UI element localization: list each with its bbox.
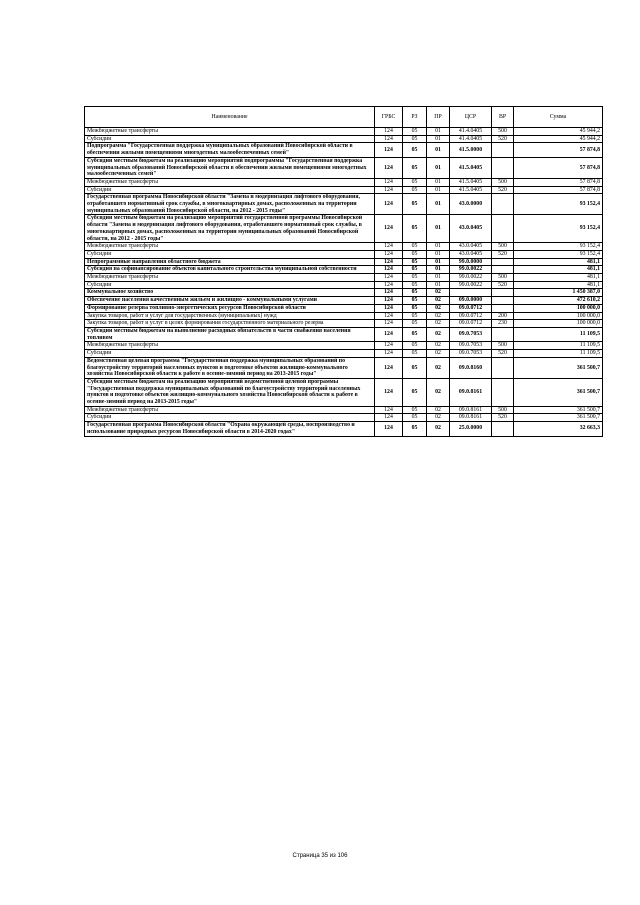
cell-sum: 93 152,4 — [514, 250, 603, 258]
cell-rz: 05 — [403, 289, 427, 297]
header-rz: РЗ — [403, 107, 427, 128]
cell-csr: 43.0.0405 — [450, 243, 492, 251]
cell-sum: 11 109,5 — [514, 350, 603, 358]
cell-sum: 481,1 — [514, 258, 603, 266]
cell-csr: 41.5.0405 — [450, 186, 492, 194]
cell-rz: 05 — [403, 135, 427, 143]
cell-name: Субсидии — [85, 135, 375, 143]
cell-sum: 57 874,8 — [514, 186, 603, 194]
cell-grbs: 124 — [375, 250, 403, 258]
cell-pr: 01 — [427, 186, 450, 194]
cell-grbs: 124 — [375, 266, 403, 274]
cell-vr — [492, 378, 514, 406]
cell-grbs: 124 — [375, 194, 403, 215]
table-header-row — [85, 107, 603, 128]
cell-vr — [492, 422, 514, 436]
cell-csr: 09.0.0000 — [450, 297, 492, 305]
cell-csr: 99.0.0022 — [450, 281, 492, 289]
cell-csr: 43.0.0000 — [450, 194, 492, 215]
cell-pr: 01 — [427, 215, 450, 243]
cell-rz: 05 — [403, 406, 427, 414]
cell-vr — [492, 215, 514, 243]
cell-pr: 02 — [427, 289, 450, 297]
cell-pr: 02 — [427, 350, 450, 358]
cell-csr: 43.0.0405 — [450, 215, 492, 243]
cell-rz: 05 — [403, 266, 427, 274]
cell-grbs: 124 — [375, 186, 403, 194]
cell-pr: 02 — [427, 297, 450, 305]
cell-sum: 361 500,7 — [514, 414, 603, 422]
table-row — [85, 143, 603, 157]
cell-name: Субсидии — [85, 186, 375, 194]
header-name: Наименование — [85, 107, 375, 128]
cell-vr — [492, 304, 514, 312]
cell-rz: 05 — [403, 250, 427, 258]
cell-sum: 472 610,2 — [514, 297, 603, 305]
cell-csr: 41.5.0405 — [450, 157, 492, 178]
cell-name: Межбюджетные трансферты — [85, 243, 375, 251]
cell-sum: 361 500,7 — [514, 406, 603, 414]
cell-csr: 41.5.0000 — [450, 143, 492, 157]
cell-rz: 05 — [403, 274, 427, 282]
cell-grbs: 124 — [375, 357, 403, 378]
cell-vr: 200 — [492, 312, 514, 320]
cell-rz: 05 — [403, 258, 427, 266]
table-row — [85, 266, 603, 274]
cell-grbs: 124 — [375, 327, 403, 341]
cell-pr: 02 — [427, 320, 450, 328]
cell-pr: 02 — [427, 406, 450, 414]
cell-csr: 09.0.8160 — [450, 357, 492, 378]
cell-sum: 361 500,7 — [514, 378, 603, 406]
cell-rz: 05 — [403, 243, 427, 251]
cell-grbs: 124 — [375, 135, 403, 143]
cell-sum: 45 944,2 — [514, 128, 603, 136]
cell-grbs: 124 — [375, 243, 403, 251]
cell-csr: 99.0.0000 — [450, 258, 492, 266]
cell-vr — [492, 297, 514, 305]
table-row — [85, 350, 603, 358]
cell-sum: 100 000,0 — [514, 312, 603, 320]
cell-grbs: 124 — [375, 281, 403, 289]
cell-csr: 09.0.8161 — [450, 414, 492, 422]
table-row — [85, 186, 603, 194]
cell-sum: 45 944,2 — [514, 135, 603, 143]
table-row — [85, 135, 603, 143]
cell-csr: 09.0.8161 — [450, 406, 492, 414]
table-row — [85, 258, 603, 266]
cell-name: Закупка товаров, работ и услуг для государственных (муниципальных) нужд — [85, 312, 375, 320]
cell-csr: 41.4.0405 — [450, 135, 492, 143]
table-row — [85, 243, 603, 251]
cell-pr: 01 — [427, 258, 450, 266]
cell-sum: 57 874,8 — [514, 143, 603, 157]
cell-name: Непрограммные направления областного бюджета — [85, 258, 375, 266]
header-csr: ЦСР — [450, 107, 492, 128]
cell-sum: 93 152,4 — [514, 215, 603, 243]
table-row — [85, 297, 603, 305]
cell-grbs: 124 — [375, 414, 403, 422]
table-row — [85, 215, 603, 243]
cell-sum: 93 152,4 — [514, 243, 603, 251]
cell-pr: 01 — [427, 157, 450, 178]
cell-rz: 05 — [403, 128, 427, 136]
cell-sum: 481,1 — [514, 266, 603, 274]
cell-name: Ведомственная целевая программа "Государственная поддержка муниципальных образований по благоустройству территорий населенных пунктов и подготовке объектов жилищно-коммунального хозяйства Новосибирской области к работе в осенне-зимний период на 2013-2015 годы" — [85, 357, 375, 378]
cell-csr: 09.0.0712 — [450, 304, 492, 312]
table-row — [85, 128, 603, 136]
cell-rz: 05 — [403, 186, 427, 194]
cell-grbs: 124 — [375, 128, 403, 136]
cell-rz: 05 — [403, 297, 427, 305]
cell-pr: 02 — [427, 304, 450, 312]
cell-csr: 99.0.0022 — [450, 266, 492, 274]
table-row — [85, 312, 603, 320]
cell-name: Межбюджетные трансферты — [85, 128, 375, 136]
cell-sum: 11 109,5 — [514, 327, 603, 341]
cell-vr — [492, 143, 514, 157]
cell-grbs: 124 — [375, 258, 403, 266]
cell-rz: 05 — [403, 312, 427, 320]
cell-name: Межбюджетные трансферты — [85, 178, 375, 186]
table-row — [85, 378, 603, 406]
cell-csr: 09.0.8161 — [450, 378, 492, 406]
cell-vr: 520 — [492, 186, 514, 194]
cell-name: Субсидии местным бюджетам на реализацию мероприятий ведомственной целевой программы "Государственная поддержка муниципальных образований по благоустройству территорий населенных пунктов и подготовке объектов жилищно-коммунального хозяйства Новосибирской области к работе в осенне-зимний период на 2013-2015 годы" — [85, 378, 375, 406]
cell-grbs: 124 — [375, 178, 403, 186]
cell-name: Субсидии местным бюджетам на реализацию мероприятий государственной программы Новосибирской области "Замена и модернизация лифтового оборудования, отработавшего нормативный срок службы, в многоквартирных домах, расположенных на территории муниципальных образований Новосибирской области, на 2012 - 2015 годы" — [85, 215, 375, 243]
cell-sum: 57 874,8 — [514, 157, 603, 178]
cell-name: Подпрограмма "Государственная поддержка муниципальных образований Новосибирской области в обеспечении жилыми помещениями многодетных малообеспеченных семей" — [85, 143, 375, 157]
cell-rz: 05 — [403, 194, 427, 215]
cell-vr: 500 — [492, 274, 514, 282]
cell-rz: 05 — [403, 327, 427, 341]
cell-vr — [492, 357, 514, 378]
cell-name: Субсидии — [85, 281, 375, 289]
cell-csr: 43.0.0405 — [450, 250, 492, 258]
cell-csr: 09.0.7053 — [450, 327, 492, 341]
cell-vr: 500 — [492, 406, 514, 414]
cell-csr: 09.0.0712 — [450, 312, 492, 320]
cell-grbs: 124 — [375, 320, 403, 328]
table-row — [85, 281, 603, 289]
table-row — [85, 194, 603, 215]
cell-pr: 02 — [427, 312, 450, 320]
cell-name: Межбюджетные трансферты — [85, 274, 375, 282]
header-vr: ВР — [492, 107, 514, 128]
cell-grbs: 124 — [375, 274, 403, 282]
budget-table — [84, 106, 603, 437]
cell-name: Закупка товаров, работ и услуг в целях формирования государственного материального резерва — [85, 320, 375, 328]
cell-name: Государственная программа Новосибирской области "Замена и модернизация лифтового оборудования, отработавшего нормативный срок службы, в многоквартирных домах, расположенных на территории муниципальных образований Новосибирской области, на 2012 - 2015 годы" — [85, 194, 375, 215]
cell-grbs: 124 — [375, 342, 403, 350]
header-sum: Сумма — [514, 107, 603, 128]
cell-rz: 05 — [403, 414, 427, 422]
cell-pr: 01 — [427, 194, 450, 215]
cell-sum: 1 450 387,0 — [514, 289, 603, 297]
cell-rz: 05 — [403, 350, 427, 358]
cell-pr: 02 — [427, 327, 450, 341]
cell-pr: 02 — [427, 378, 450, 406]
cell-vr — [492, 266, 514, 274]
cell-vr: 520 — [492, 414, 514, 422]
cell-pr: 01 — [427, 178, 450, 186]
cell-csr: 09.0.7053 — [450, 342, 492, 350]
page-number: Страница 35 из 106 — [292, 853, 348, 859]
cell-name: Обеспечение населения качественным жильем и жилищно - коммунальными услугами — [85, 297, 375, 305]
table-row — [85, 422, 603, 436]
cell-name: Субсидии местным бюджетам на реализацию мероприятий подпрограммы "Государственная поддержка муниципальных образований Новосибирской области в обеспечении жилыми помещениями многодетных малообеспеченных семей" — [85, 157, 375, 178]
cell-pr: 01 — [427, 243, 450, 251]
cell-name: Субсидии — [85, 414, 375, 422]
cell-rz: 05 — [403, 320, 427, 328]
cell-pr: 01 — [427, 128, 450, 136]
cell-rz: 05 — [403, 281, 427, 289]
table-row — [85, 406, 603, 414]
cell-sum: 11 109,5 — [514, 342, 603, 350]
cell-grbs: 124 — [375, 143, 403, 157]
cell-csr — [450, 289, 492, 297]
cell-name: Государственная программа Новосибирской области "Охрана окружающей среды, воспроизводство и использование природных ресурсов Новосибирской области в 2014-2020 годах" — [85, 422, 375, 436]
cell-sum: 481,1 — [514, 281, 603, 289]
cell-name: Межбюджетные трансферты — [85, 342, 375, 350]
cell-vr — [492, 157, 514, 178]
cell-name: Субсидии местным бюджетам на выполнение расходных обязательств в части снабжения населения топливом — [85, 327, 375, 341]
cell-pr: 02 — [427, 342, 450, 350]
cell-vr — [492, 289, 514, 297]
cell-vr: 520 — [492, 135, 514, 143]
cell-vr: 500 — [492, 128, 514, 136]
cell-rz: 05 — [403, 143, 427, 157]
table-row — [85, 157, 603, 178]
header-pr: ПР — [427, 107, 450, 128]
cell-vr: 520 — [492, 350, 514, 358]
cell-rz: 05 — [403, 304, 427, 312]
cell-rz: 05 — [403, 378, 427, 406]
cell-sum: 100 000,0 — [514, 320, 603, 328]
cell-rz: 05 — [403, 215, 427, 243]
cell-grbs: 124 — [375, 297, 403, 305]
cell-sum: 93 152,4 — [514, 194, 603, 215]
table-row — [85, 327, 603, 341]
cell-grbs: 124 — [375, 406, 403, 414]
cell-pr: 01 — [427, 143, 450, 157]
cell-pr: 01 — [427, 274, 450, 282]
cell-csr: 09.0.7053 — [450, 350, 492, 358]
cell-name: Субсидии — [85, 350, 375, 358]
table-body — [85, 128, 603, 437]
cell-pr: 01 — [427, 266, 450, 274]
table-row — [85, 250, 603, 258]
header-grbs: ГРБС — [375, 107, 403, 128]
cell-grbs: 124 — [375, 157, 403, 178]
cell-rz: 05 — [403, 178, 427, 186]
cell-vr: 520 — [492, 250, 514, 258]
cell-rz: 05 — [403, 157, 427, 178]
cell-vr — [492, 258, 514, 266]
cell-grbs: 124 — [375, 289, 403, 297]
cell-rz: 05 — [403, 422, 427, 436]
cell-name: Межбюджетные трансферты — [85, 406, 375, 414]
cell-rz: 05 — [403, 342, 427, 350]
table-row — [85, 274, 603, 282]
cell-grbs: 124 — [375, 378, 403, 406]
cell-grbs: 124 — [375, 312, 403, 320]
cell-pr: 01 — [427, 281, 450, 289]
cell-csr: 25.0.0000 — [450, 422, 492, 436]
cell-pr: 02 — [427, 422, 450, 436]
cell-sum: 100 000,0 — [514, 304, 603, 312]
table-row — [85, 357, 603, 378]
cell-name: Субсидии — [85, 250, 375, 258]
cell-pr: 01 — [427, 250, 450, 258]
cell-vr: 520 — [492, 281, 514, 289]
cell-vr: 500 — [492, 243, 514, 251]
table-row — [85, 304, 603, 312]
cell-grbs: 124 — [375, 304, 403, 312]
cell-name: Формирование резерва топливно-энергетических ресурсов Новосибирской области — [85, 304, 375, 312]
table-row — [85, 414, 603, 422]
cell-pr: 02 — [427, 357, 450, 378]
cell-sum: 361 500,7 — [514, 357, 603, 378]
cell-csr: 41.4.0405 — [450, 128, 492, 136]
table-row — [85, 178, 603, 186]
cell-pr: 02 — [427, 414, 450, 422]
cell-vr: 500 — [492, 342, 514, 350]
cell-csr: 41.5.0405 — [450, 178, 492, 186]
cell-name: Субсидия на софинансирование объектов капитального строительства муниципальной собственности — [85, 266, 375, 274]
table-row — [85, 320, 603, 328]
cell-sum: 32 663,3 — [514, 422, 603, 436]
cell-vr — [492, 327, 514, 341]
cell-rz: 05 — [403, 357, 427, 378]
cell-pr: 01 — [427, 135, 450, 143]
cell-vr — [492, 194, 514, 215]
cell-grbs: 124 — [375, 215, 403, 243]
cell-grbs: 124 — [375, 422, 403, 436]
cell-sum: 57 874,8 — [514, 178, 603, 186]
cell-sum: 481,1 — [514, 274, 603, 282]
cell-vr: 230 — [492, 320, 514, 328]
cell-csr: 09.0.0712 — [450, 320, 492, 328]
cell-csr: 99.0.0022 — [450, 274, 492, 282]
table-row — [85, 342, 603, 350]
cell-name: Коммунальное хозяйство — [85, 289, 375, 297]
cell-grbs: 124 — [375, 350, 403, 358]
cell-vr: 500 — [492, 178, 514, 186]
table-row — [85, 289, 603, 297]
